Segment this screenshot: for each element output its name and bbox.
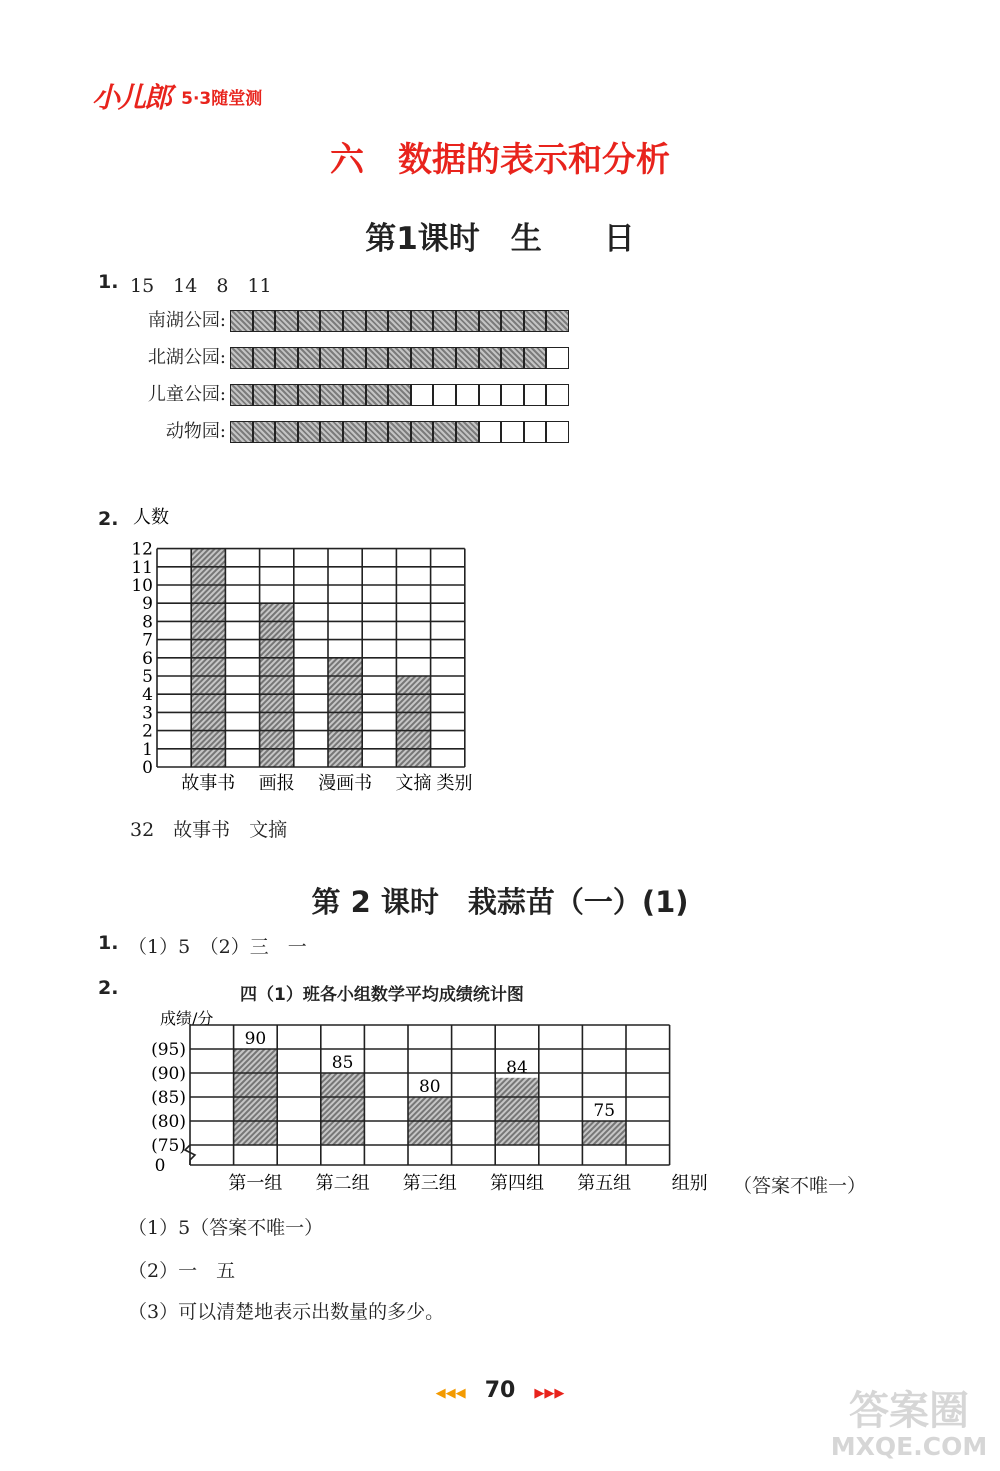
q1-filled-cell bbox=[298, 347, 321, 369]
q2-bar-cell bbox=[260, 694, 294, 712]
l2-bar-label: 80 bbox=[418, 1077, 441, 1097]
q2-bar-cell bbox=[396, 712, 430, 730]
q1-empty-cell bbox=[411, 384, 434, 406]
l2-ylabel: 成绩/分 bbox=[160, 1009, 214, 1028]
q2-bar-cell bbox=[191, 712, 225, 730]
q1-answers: 15 14 8 11 bbox=[130, 275, 272, 297]
q1-empty-cell bbox=[479, 384, 502, 406]
q1-filled-cell bbox=[501, 347, 524, 369]
q1-row-label: 动物园: bbox=[165, 421, 226, 442]
l2-bar bbox=[321, 1073, 365, 1145]
q1-empty-cell bbox=[501, 421, 524, 443]
q2-bar-cell bbox=[328, 676, 362, 694]
q2-ytick: 2 bbox=[142, 721, 153, 742]
q2-bar-cell bbox=[191, 621, 225, 639]
left-arrows-icon: ◀◀◀ bbox=[435, 1386, 466, 1401]
q2-ytick: 6 bbox=[142, 648, 153, 669]
q2-bar-cell bbox=[396, 749, 430, 767]
l2-xtick: 第一组 bbox=[228, 1173, 283, 1194]
q2-ytick: 4 bbox=[142, 685, 153, 706]
l2-bar-label: 84 bbox=[506, 1057, 528, 1078]
q1-filled-cell bbox=[411, 347, 434, 369]
l2-xtick: 第五组 bbox=[577, 1173, 632, 1194]
q2-bar-cell bbox=[191, 603, 225, 621]
q1-filled-cell bbox=[343, 310, 366, 332]
q2-bar-cell bbox=[260, 621, 294, 639]
l2-xlabel: 组别 bbox=[671, 1173, 708, 1194]
l2-bar bbox=[582, 1121, 626, 1145]
q2-number: 2. bbox=[98, 508, 119, 530]
l2-q1-number: 1. bbox=[98, 932, 119, 954]
q1-empty-cell bbox=[546, 384, 569, 406]
q1-filled-cell bbox=[366, 384, 389, 406]
l2-bar bbox=[495, 1078, 539, 1145]
right-arrows-icon: ▶▶▶ bbox=[534, 1386, 565, 1401]
q1-filled-cell bbox=[343, 421, 366, 443]
q2-bar-cell bbox=[260, 640, 294, 658]
l2-ytick: (75) bbox=[151, 1136, 186, 1156]
watermark-text: 答案圈 bbox=[849, 1388, 969, 1434]
q2-ytick: 10 bbox=[131, 576, 153, 596]
q1-filled-cell bbox=[230, 310, 253, 332]
q2-bar-cell bbox=[191, 585, 225, 603]
header-logo bbox=[92, 76, 262, 116]
q1-filled-cell bbox=[343, 347, 366, 369]
q2-ytick: 0 bbox=[142, 758, 153, 778]
q1-empty-cell bbox=[524, 421, 547, 443]
q1-empty-cell bbox=[524, 384, 547, 406]
q1-filled-cell bbox=[366, 347, 389, 369]
q1-filled-cell bbox=[479, 310, 502, 332]
logo-text: 小儿郎 bbox=[92, 81, 171, 114]
q1-chart bbox=[120, 308, 580, 448]
q1-filled-cell bbox=[230, 384, 253, 406]
l2-q2-note: （答案不唯一） bbox=[733, 1175, 867, 1197]
l2-q2-number: 2. bbox=[98, 977, 119, 999]
watermark-url: MXQE.COM bbox=[830, 1432, 988, 1461]
q1-filled-cell bbox=[253, 384, 276, 406]
q1-filled-cell bbox=[524, 347, 547, 369]
q1-number: 1. bbox=[98, 271, 119, 293]
q2-bar-cell bbox=[328, 694, 362, 712]
l2-q2-answer-3: （3）可以清楚地表示出数量的多少。 bbox=[128, 1301, 445, 1323]
l2-ytick: (90) bbox=[151, 1064, 186, 1084]
q2-ytick: 3 bbox=[142, 703, 153, 724]
q1-filled-cell bbox=[501, 310, 524, 332]
q1-filled-cell bbox=[388, 421, 411, 443]
q1-filled-cell bbox=[366, 310, 389, 332]
lesson1-title: 第1课时 生 日 bbox=[365, 221, 635, 257]
q2-chart bbox=[115, 500, 515, 800]
q1-empty-cell bbox=[501, 384, 524, 406]
q2-ytick: 8 bbox=[142, 612, 153, 633]
l2-q2-answer-2: （2）一 五 bbox=[128, 1260, 236, 1282]
l2-q2-answer-1: （1）5（答案不唯一） bbox=[128, 1217, 324, 1239]
q1-filled-cell bbox=[456, 347, 479, 369]
q2-bar-cell bbox=[191, 676, 225, 694]
q2-bar-cell bbox=[260, 658, 294, 676]
q1-empty-cell bbox=[456, 384, 479, 406]
l2-xtick: 第三组 bbox=[402, 1173, 457, 1194]
q2-bar-cell bbox=[260, 676, 294, 694]
l2-bar-label: 85 bbox=[331, 1053, 354, 1073]
q2-bar-cell bbox=[328, 749, 362, 767]
q1-filled-cell bbox=[320, 421, 343, 443]
q1-filled-cell bbox=[411, 421, 434, 443]
q1-filled-cell bbox=[253, 310, 276, 332]
q2-bar-cell bbox=[191, 731, 225, 749]
q2-xtick: 故事书 bbox=[181, 773, 236, 794]
q1-row-label: 南湖公园: bbox=[147, 310, 226, 331]
q2-bar-cell bbox=[328, 712, 362, 730]
q1-filled-cell bbox=[479, 347, 502, 369]
watermark bbox=[820, 1390, 998, 1461]
q2-ytick: 11 bbox=[131, 557, 153, 578]
q1-empty-cell bbox=[546, 421, 569, 443]
l2-bar-label: 90 bbox=[244, 1029, 267, 1049]
q2-ytick: 9 bbox=[142, 594, 153, 615]
q1-filled-cell bbox=[275, 421, 298, 443]
q1-filled-cell bbox=[298, 421, 321, 443]
q2-bar-cell bbox=[191, 749, 225, 767]
q1-filled-cell bbox=[411, 310, 434, 332]
q1-filled-cell bbox=[230, 421, 253, 443]
q2-bar-cell bbox=[260, 749, 294, 767]
unit-title: 六 数据的表示和分析 bbox=[330, 140, 670, 180]
l2-xtick: 第四组 bbox=[490, 1173, 544, 1194]
q1-filled-cell bbox=[275, 384, 298, 406]
q2-bar-cell bbox=[396, 676, 430, 694]
q1-filled-cell bbox=[388, 347, 411, 369]
q2-xtick: 文摘 bbox=[395, 773, 432, 794]
q1-filled-cell bbox=[298, 310, 321, 332]
q1-filled-cell bbox=[388, 384, 411, 406]
q2-bar-cell bbox=[191, 640, 225, 658]
q1-filled-cell bbox=[433, 310, 456, 332]
l2-xtick: 第二组 bbox=[315, 1173, 370, 1194]
q1-filled-cell bbox=[546, 310, 569, 332]
q2-xlabel: 类别 bbox=[436, 773, 473, 794]
q2-ytick: 1 bbox=[142, 739, 153, 760]
q2-bar-cell bbox=[396, 694, 430, 712]
q2-bar-cell bbox=[328, 658, 362, 676]
q2-bar-cell bbox=[191, 567, 225, 585]
q1-filled-cell bbox=[320, 347, 343, 369]
q1-filled-cell bbox=[343, 384, 366, 406]
q1-empty-cell bbox=[546, 347, 569, 369]
l2-ytick: (95) bbox=[151, 1040, 186, 1060]
l2-bar-label: 75 bbox=[593, 1101, 616, 1121]
q2-ytick: 5 bbox=[142, 667, 153, 687]
q1-filled-cell bbox=[230, 347, 253, 369]
q2-bar-cell bbox=[396, 731, 430, 749]
q1-filled-cell bbox=[253, 347, 276, 369]
q2-answer: 32 故事书 文摘 bbox=[130, 819, 288, 841]
l2-ytick: (85) bbox=[151, 1088, 186, 1108]
q2-ylabel: 人数 bbox=[133, 507, 169, 528]
page-number: 70 bbox=[484, 1378, 516, 1403]
q2-ytick: 7 bbox=[142, 630, 153, 651]
series-text: 5·3随堂测 bbox=[181, 89, 263, 109]
q1-empty-cell bbox=[479, 421, 502, 443]
q2-bar-cell bbox=[191, 694, 225, 712]
q2-xtick: 画报 bbox=[258, 773, 295, 794]
q1-filled-cell bbox=[253, 421, 276, 443]
q2-bar-cell bbox=[328, 731, 362, 749]
l2-q2-chart bbox=[120, 1000, 720, 1200]
q1-filled-cell bbox=[298, 384, 321, 406]
q1-filled-cell bbox=[433, 347, 456, 369]
q1-filled-cell bbox=[524, 310, 547, 332]
q1-filled-cell bbox=[456, 310, 479, 332]
q2-bar-cell bbox=[260, 731, 294, 749]
q2-bar-cell bbox=[260, 603, 294, 621]
q1-filled-cell bbox=[275, 347, 298, 369]
q1-filled-cell bbox=[456, 421, 479, 443]
l2-chart-title: 四（1）班各小组数学平均成绩统计图 bbox=[240, 985, 524, 1005]
q1-filled-cell bbox=[275, 310, 298, 332]
q1-row-label: 儿童公园: bbox=[147, 384, 226, 405]
q2-xtick: 漫画书 bbox=[318, 773, 373, 794]
q1-filled-cell bbox=[366, 421, 389, 443]
l2-ytick: (80) bbox=[151, 1112, 186, 1132]
q2-bar-cell bbox=[260, 712, 294, 730]
q2-ytick: 12 bbox=[131, 539, 153, 560]
q2-bar-cell bbox=[191, 549, 225, 567]
q2-bar-cell bbox=[191, 658, 225, 676]
q1-filled-cell bbox=[320, 310, 343, 332]
q1-filled-cell bbox=[433, 421, 456, 443]
l2-q1-answer: （1）5 （2）三 一 bbox=[128, 936, 307, 958]
q1-filled-cell bbox=[388, 310, 411, 332]
q1-empty-cell bbox=[433, 384, 456, 406]
q1-row-label: 北湖公园: bbox=[147, 347, 226, 368]
l2-ytick: 0 bbox=[154, 1156, 166, 1176]
lesson2-title: 第 2 课时 栽蒜苗（一）(1) bbox=[311, 885, 689, 919]
q1-filled-cell bbox=[320, 384, 343, 406]
